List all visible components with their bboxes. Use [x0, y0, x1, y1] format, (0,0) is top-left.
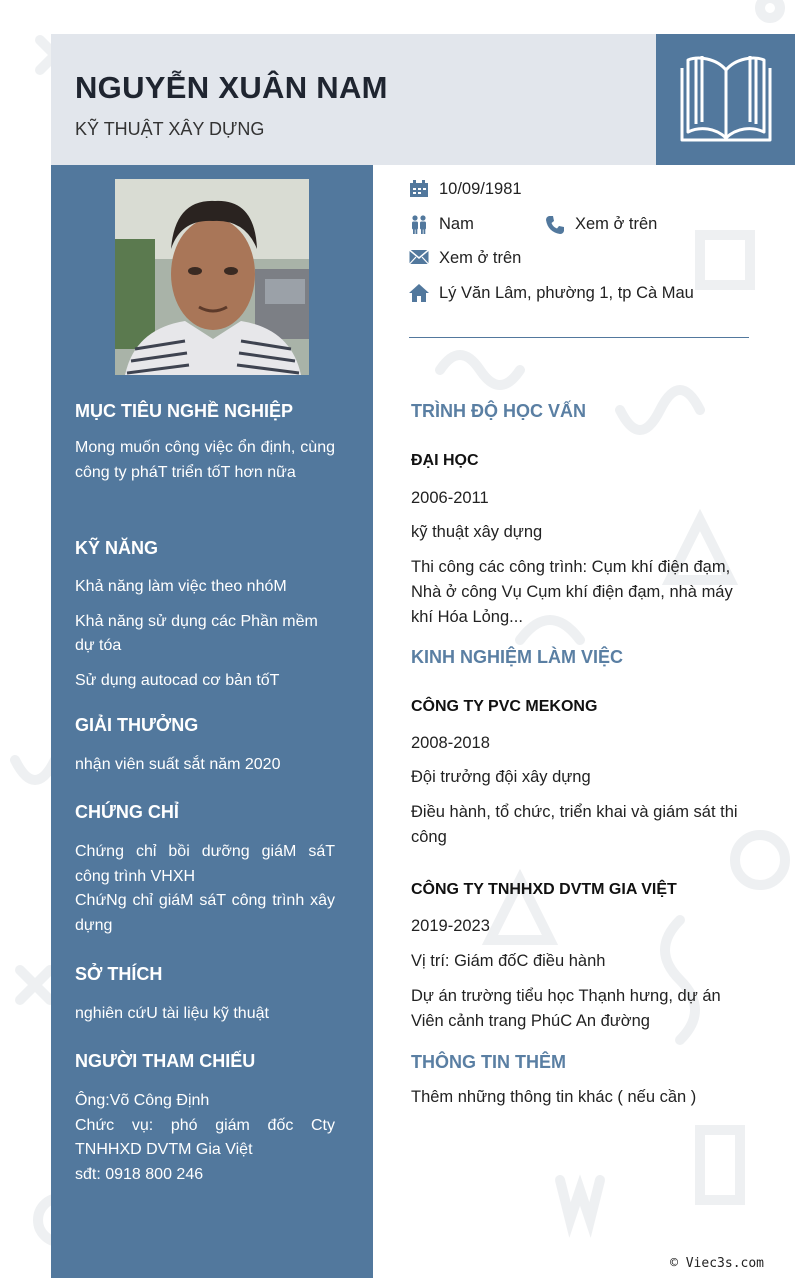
awards-heading: GIẢI THƯỞNG: [75, 715, 199, 735]
extra-info-text: Thêm những thông tin khác ( nếu cần ): [411, 1088, 697, 1106]
education-major: kỹ thuật xây dựng: [411, 523, 543, 541]
skill-item: Khả năng sử dụng các Phần mềm dự tóa: [75, 612, 318, 654]
hobbies-heading: SỞ THÍCH: [75, 964, 163, 984]
hobbies-section: [75, 964, 335, 1027]
objective-heading: MỤC TIÊU NGHỀ NGHIỆP: [75, 401, 294, 421]
reference-line: sđt: 0918 800 246: [75, 1165, 204, 1183]
portrait-illustration: [115, 179, 309, 375]
job-description: Điều hành, tổ chức, triển khai và giám sát thi công: [411, 803, 738, 846]
certificates-heading: CHỨNG CHỈ: [75, 802, 179, 822]
certificates-section: [75, 802, 335, 938]
resume-header: [51, 34, 656, 165]
job-company: CÔNG TY TNHHXD DVTM GIA VIỆT: [411, 881, 677, 898]
education-heading: TRÌNH ĐỘ HỌC VẤN: [411, 401, 586, 421]
awards-text: nhận viên suất sắt năm 2020: [75, 756, 281, 773]
education-school: ĐẠI HỌC: [411, 452, 479, 469]
gender-value: Nam: [439, 215, 474, 233]
phone-value: Xem ở trên: [575, 215, 658, 233]
copyright-footer: © Viec3s.com: [670, 1256, 764, 1271]
birthday-value: 10/09/1981: [439, 180, 522, 198]
extra-info-heading: THÔNG TIN THÊM: [411, 1052, 566, 1072]
references-section: [75, 1051, 335, 1187]
left-sidebar: [51, 165, 373, 1278]
awards-section: [75, 715, 335, 778]
job-description: Dự án trường tiểu học Thạnh hưng, dự án Viên cảnh trang PhúC An đường: [411, 987, 721, 1030]
email-value: Xem ở trên: [439, 249, 522, 267]
job-position: Vị trí: Giám đốC điều hành: [411, 952, 606, 970]
envelope-icon: [409, 249, 429, 265]
references-heading: NGƯỜI THAM CHIẾU: [75, 1051, 256, 1071]
education-description: Thi công các công trình: Cụm khí điện đạm, Nhà ở công Vụ Cụm khí điện đạm, nhà máy khí Hóa Lỏng...: [411, 558, 733, 626]
job-company: CÔNG TY PVC MEKONG: [411, 698, 598, 715]
job-position: Đội trưởng đội xây dựng: [411, 768, 591, 786]
education-period: 2006-2011: [411, 489, 489, 507]
skill-item: Khả năng làm việc theo nhóM: [75, 578, 287, 595]
certificate-item: Chứng chỉ bồi dưỡng giáM sáT công trình VHXH: [75, 843, 335, 885]
candidate-name: NGUYỄN XUÂN NAM: [75, 70, 388, 105]
calendar-icon: [409, 180, 429, 198]
home-icon: [409, 284, 429, 302]
objective-text: Mong muốn công việc ổn định, cùng công ty pháT triển tốT hơn nữa: [75, 439, 335, 481]
skills-section: [75, 538, 335, 693]
profile-photo: [115, 179, 309, 375]
address-value: Lý Văn Lâm, phường 1, tp Cà Mau: [439, 284, 694, 302]
contact-divider: [409, 337, 749, 338]
candidate-title: KỸ THUẬT XÂY DỰNG: [75, 119, 265, 139]
phone-icon: [545, 215, 565, 235]
experience-heading: KINH NGHIỆM LÀM VIỆC: [411, 647, 624, 667]
logo-box: [656, 34, 795, 165]
certificate-item: ChứNg chỉ giáM sáT công trình xây dựng: [75, 892, 335, 934]
open-book-icon: [678, 52, 774, 144]
people-icon: [409, 215, 429, 235]
skills-heading: KỸ NĂNG: [75, 538, 159, 558]
reference-line: Ông:Võ Công Định: [75, 1092, 210, 1109]
reference-line: Chức vụ: phó giám đốc Cty TNHHXD DVTM Gia Việt: [75, 1116, 335, 1158]
job-period: 2008-2018: [411, 734, 490, 752]
job-period: 2019-2023: [411, 917, 490, 935]
hobbies-text: nghiên cứU tài liệu kỹ thuật: [75, 1005, 269, 1022]
skill-item: Sử dụng autocad cơ bản tốT: [75, 671, 280, 689]
objective-section: [75, 401, 335, 485]
